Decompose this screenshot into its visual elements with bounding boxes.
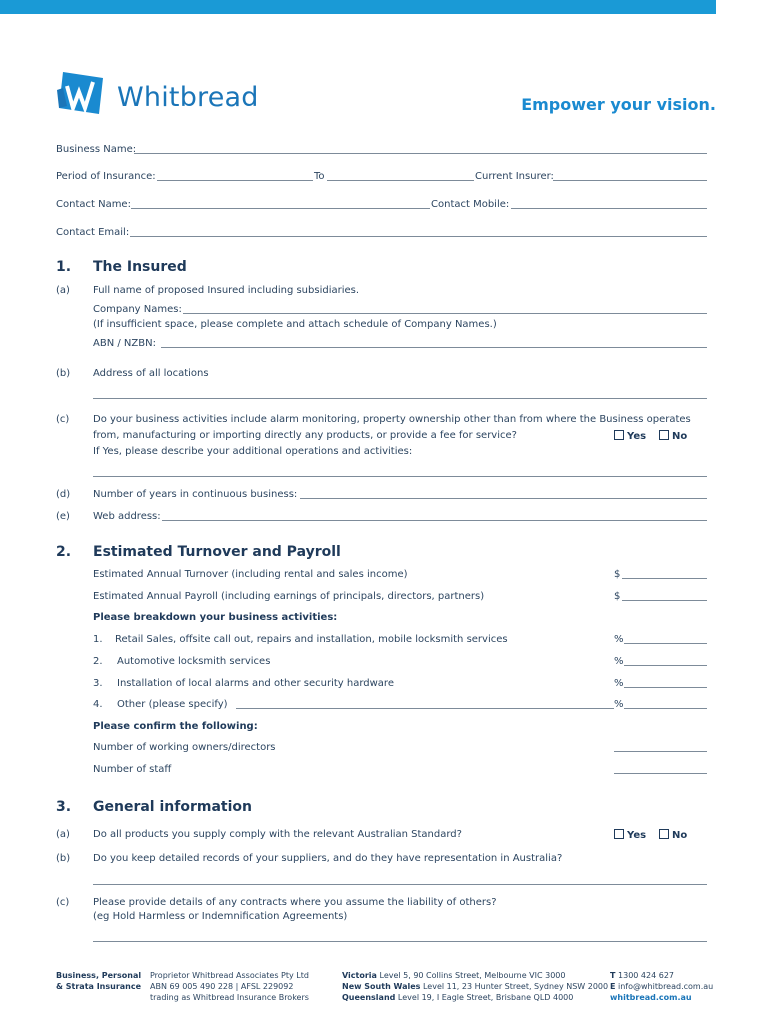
footer-brand-line2: & Strata Insurance	[56, 982, 142, 991]
turnover-label: Estimated Annual Turnover (including rental and sales income)	[93, 569, 408, 580]
company-names-note: (If insufficient space, please complete and attach schedule of Company Names.)	[93, 319, 497, 330]
footer-company-line2: ABN 69 005 490 228 | AFSL 229092	[150, 982, 294, 991]
abn-label: ABN / NZBN:	[93, 338, 156, 349]
current-insurer-field[interactable]	[553, 180, 707, 181]
contracts-field[interactable]	[93, 941, 707, 942]
activity-2-pct: %	[614, 656, 624, 667]
company-names-field[interactable]	[183, 313, 707, 314]
q1d-text: Number of years in continuous business:	[93, 489, 298, 500]
checkbox-icon	[614, 829, 624, 839]
section-1-number: 1.	[56, 259, 72, 275]
suppliers-field[interactable]	[93, 884, 707, 885]
q3b-text: Do you keep detailed records of your suppliers, and do they have representation in Australia?	[93, 853, 563, 864]
activity-1-pct: %	[614, 634, 624, 645]
contact-mobile-label: Contact Mobile:	[431, 199, 510, 210]
period-from-field[interactable]	[157, 180, 313, 181]
footer-col-company	[150, 970, 309, 1003]
q3c-text-line2: (eg Hold Harmless or Indemnification Agreements)	[93, 911, 348, 922]
staff-label: Number of staff	[93, 764, 172, 775]
whitbread-logo	[55, 68, 265, 116]
q1c-no-checkbox[interactable]	[659, 430, 687, 443]
owners-label: Number of working owners/directors	[93, 742, 276, 753]
q1c-text-line3: If Yes, please describe your additional operations and activities:	[93, 446, 413, 457]
footer-brand-line1: Business, Personal	[56, 971, 142, 980]
confirm-heading: Please confirm the following:	[93, 721, 258, 732]
activity-4-text: Other (please specify)	[117, 699, 228, 710]
section-1-title: The Insured	[93, 259, 187, 275]
q3c-label: (c)	[56, 897, 70, 908]
footer-vic-state: Victoria	[342, 971, 377, 980]
payroll-dollar: $	[614, 591, 621, 602]
q1e-text: Web address:	[93, 511, 161, 522]
period-label: Period of Insurance:	[56, 171, 156, 182]
footer-email-label: E	[610, 982, 616, 991]
q1b-text: Address of all locations	[93, 368, 209, 379]
contact-name-field[interactable]	[131, 208, 430, 209]
abn-field[interactable]	[161, 347, 707, 348]
q1a-text: Full name of proposed Insured including subsidiaries.	[93, 285, 360, 296]
q1c-text-line1: Do your business activities include alarm monitoring, property ownership other than from where the Business operates	[93, 414, 691, 425]
q3c-text-line1: Please provide details of any contracts where you assume the liability of others?	[93, 897, 497, 908]
activity-4-field[interactable]	[624, 708, 707, 709]
tagline: Empower your vision.	[521, 95, 716, 114]
payroll-label: Estimated Annual Payroll (including earnings of principals, directors, partners)	[93, 591, 485, 602]
section-2-number: 2.	[56, 544, 72, 560]
staff-field[interactable]	[614, 773, 707, 774]
activity-3-pct: %	[614, 678, 624, 689]
period-to-label: To	[314, 171, 325, 182]
q1b-label: (b)	[56, 368, 71, 379]
owners-field[interactable]	[614, 751, 707, 752]
top-accent-bar	[0, 0, 716, 14]
checkbox-icon	[614, 430, 624, 440]
q3b-label: (b)	[56, 853, 71, 864]
activity-1-number: 1.	[93, 634, 103, 645]
footer-email[interactable]	[610, 981, 713, 992]
footer-phone-label: T	[610, 971, 616, 980]
q3a-label: (a)	[56, 829, 70, 840]
years-in-business-field[interactable]	[300, 498, 707, 499]
no-label: No	[672, 830, 688, 841]
checkbox-icon	[659, 829, 669, 839]
company-names-label: Company Names:	[93, 304, 182, 315]
activity-4-pct: %	[614, 699, 624, 710]
contact-email-field[interactable]	[130, 236, 707, 237]
q1d-label: (d)	[56, 489, 71, 500]
footer-col-offices	[342, 970, 608, 1003]
footer-nsw-address: Level 11, 23 Hunter Street, Sydney NSW 2000	[420, 982, 609, 991]
checkbox-icon	[659, 430, 669, 440]
yes-label: Yes	[627, 431, 647, 442]
footer-qld-address: Level 19, I Eagle Street, Brisbane QLD 4000	[395, 993, 574, 1002]
current-insurer-label: Current Insurer:	[475, 171, 554, 182]
section-3-number: 3.	[56, 799, 72, 815]
activity-2-text: Automotive locksmith services	[117, 656, 271, 667]
footer-office-qld	[342, 992, 608, 1003]
footer-col-contact	[610, 970, 713, 1003]
q1c-text-line2: from, manufacturing or importing directly any products, or provide a fee for service?	[93, 430, 517, 441]
contact-name-label: Contact Name:	[56, 199, 131, 210]
footer-email-address: info@whitbread.com.au	[615, 982, 714, 991]
contact-mobile-field[interactable]	[511, 208, 707, 209]
activity-2-number: 2.	[93, 656, 103, 667]
footer-office-nsw	[342, 981, 608, 992]
footer-phone	[610, 970, 713, 981]
contact-email-label: Contact Email:	[56, 227, 130, 238]
footer-website-link[interactable]: whitbread.com.au	[610, 993, 692, 1002]
section-2-title: Estimated Turnover and Payroll	[93, 544, 341, 560]
whitbread-logo-icon	[55, 68, 107, 116]
footer-company-line1: Proprietor Whitbread Associates Pty Ltd	[150, 971, 309, 980]
activity-3-number: 3.	[93, 678, 103, 689]
q3a-no-checkbox[interactable]	[659, 829, 687, 842]
footer-company-line3: trading as Whitbread Insurance Brokers	[150, 993, 309, 1002]
business-name-field[interactable]	[134, 153, 707, 154]
activity-1-text: Retail Sales, offsite call out, repairs and installation, mobile locksmith services	[115, 634, 508, 645]
q3a-yes-checkbox[interactable]	[614, 829, 646, 842]
section-3-title: General information	[93, 799, 252, 815]
q1c-yes-checkbox[interactable]	[614, 430, 646, 443]
brand-name: Whitbread	[117, 82, 259, 113]
footer-col-brand	[56, 970, 141, 992]
turnover-field[interactable]	[622, 578, 707, 579]
activity-4-number: 4.	[93, 699, 103, 710]
additional-operations-field[interactable]	[93, 476, 707, 477]
no-label: No	[672, 431, 688, 442]
q1a-label: (a)	[56, 285, 70, 296]
payroll-field[interactable]	[622, 600, 707, 601]
activity-3-field[interactable]	[624, 687, 707, 688]
activity-3-text: Installation of local alarms and other security hardware	[117, 678, 394, 689]
footer-office-vic	[342, 970, 608, 981]
footer-phone-number: 1300 424 627	[615, 971, 674, 980]
activity-4-specify-field[interactable]	[236, 708, 614, 709]
period-to-field[interactable]	[327, 180, 474, 181]
q1e-label: (e)	[56, 511, 70, 522]
turnover-dollar: $	[614, 569, 621, 580]
footer-qld-state: Queensland	[342, 993, 396, 1002]
q1c-label: (c)	[56, 414, 70, 425]
address-field[interactable]	[93, 398, 707, 399]
footer-vic-address: Level 5, 90 Collins Street, Melbourne VIC 3000	[376, 971, 566, 980]
activity-2-field[interactable]	[624, 665, 707, 666]
web-address-field[interactable]	[162, 520, 707, 521]
q3a-text: Do all products you supply comply with the relevant Australian Standard?	[93, 829, 462, 840]
activity-1-field[interactable]	[624, 643, 707, 644]
footer-nsw-state: New South Wales	[342, 982, 421, 991]
breakdown-heading: Please breakdown your business activities:	[93, 612, 338, 623]
yes-label: Yes	[627, 830, 647, 841]
business-name-label: Business Name:	[56, 144, 137, 155]
